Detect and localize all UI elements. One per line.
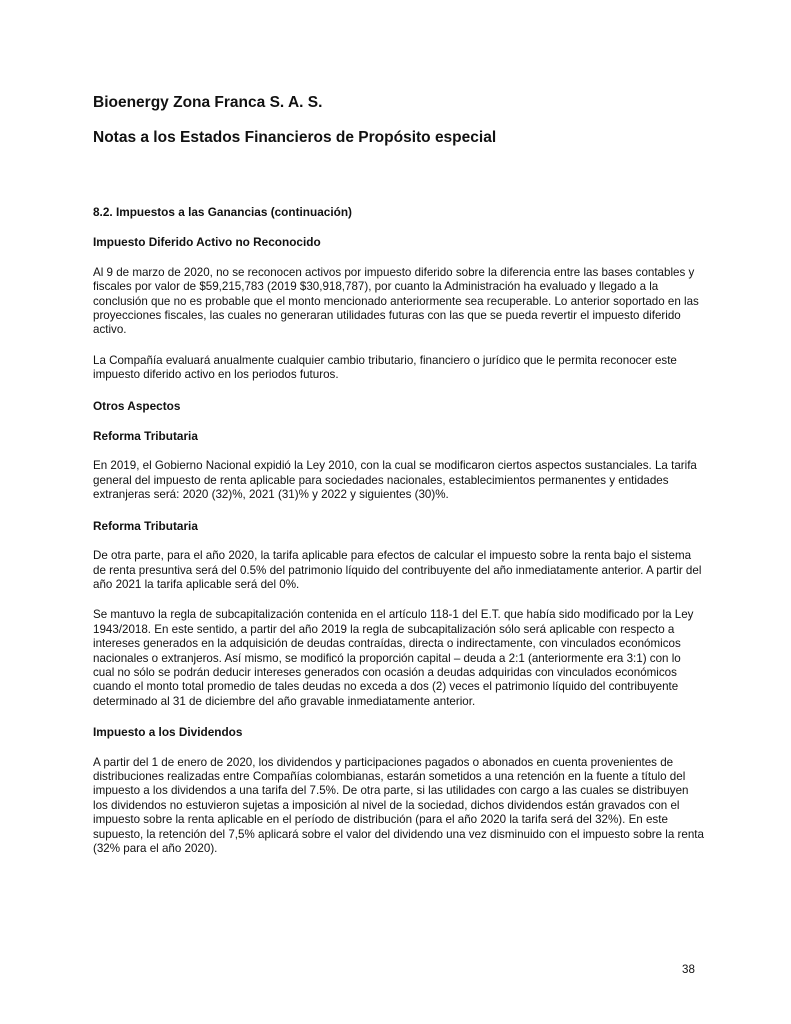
section-heading: 8.2. Impuestos a las Ganancias (continuación): [93, 205, 352, 219]
other-aspects-heading: Otros Aspectos: [93, 398, 181, 413]
tax-reform-paragraph-2: De otra parte, para el año 2020, la tarifa aplicable para efectos de calcular el impuesto sobre la renta bajo el sistema de renta presuntiva será del 0.5% del patrimonio líquido del contribuyente del año inmediatamente anterior. A partir del año 2021 la tarifa aplicable será del 0%.: [93, 549, 702, 591]
deferred-tax-paragraph-1: Al 9 de marzo de 2020, no se reconocen activos por impuesto diferido sobre la diferencia entre las bases contables y fiscales por valor de $59,215,783 (2019 $30,918,787), por cuanto la Administración ha evaluado y llegado a la conclusión que no es probable que el monto mencionado anteriormente sea recuperable. Lo anterior soportado en las proyecciones fiscales, las cuales no generaran utilidades futuras con las que se pueda revertir el impuesto diferido activo.: [93, 265, 699, 337]
document-title: Notas a los Estados Financieros de Propósito especial: [93, 129, 497, 146]
deferred-tax-heading: Impuesto Diferido Activo no Reconocido: [93, 235, 321, 250]
dividends-tax-paragraph: A partir del 1 de enero de 2020, los dividendos y participaciones pagados o abonados en cuenta provenientes de distribuciones realizadas entre Compañías colombianas, estarán sometidos a una retención en la fuente a título del impuesto a los dividendos a una tarifa del 7.5%. De otra parte, si las utilidades con cargo a las cuales se distribuyen los dividendos no estuvieron sujetas a imposición al nivel de la sociedad, dichos dividendos están gravados con el impuesto sobre la renta aplicable en el período de distribución (para el año 2020 la tarifa será del 32%). En este supuesto, la retención del 7,5% aplicará sobre el valor del dividendo una vez disminuido con el impuesto sobre la renta (32% para el año 2020).: [93, 755, 704, 855]
company-name: Bioenergy Zona Franca S. A. S.: [93, 94, 323, 111]
thin-capitalization-paragraph: Se mantuvo la regla de subcapitalización contenida en el artículo 118-1 del E.T. que había sido modificado por la Ley 1943/2018. En este sentido, a partir del año 2019 la regla de subcapitalización sólo será aplicable con respecto a intereses generados en la adquisición de deudas contraídas, directa o indirectamente, con vinculados económicos nacionales o extranjeros. Así mismo, se modificó la proporción capital – deuda a 2:1 (anteriormente era 3:1) con lo cual no sólo se podrán deducir intereses generados con ocasión a deudas adquiridas con vinculados económicos cuando el monto total promedio de tales deudas no exceda a dos (2) veces el patrimonio líquido del contribuyente determinado al 31 de diciembre del año gravable inmediatamente anterior.: [93, 608, 694, 708]
page-number: 38: [682, 963, 695, 976]
dividends-tax-heading: Impuesto a los Dividendos: [93, 725, 243, 740]
tax-reform-paragraph-1: En 2019, el Gobierno Nacional expidió la Ley 2010, con la cual se modificaron ciertos aspectos sustanciales. La tarifa general del impuesto de renta aplicable para sociedades nacionales, establecimientos permanentes y entidades extranjeras será: 2020 (32)%, 2021 (31)% y 2022 y siguientes (30)%.: [93, 459, 697, 502]
tax-reform-heading-1: Reforma Tributaria: [93, 429, 198, 444]
page-body: [93, 205, 705, 872]
tax-reform-heading-2: Reforma Tributaria: [93, 518, 198, 533]
deferred-tax-paragraph-2: La Compañía evaluará anualmente cualquier cambio tributario, financiero o jurídico que le permita reconocer este impuesto diferido activo en los periodos futuros.: [93, 353, 677, 382]
